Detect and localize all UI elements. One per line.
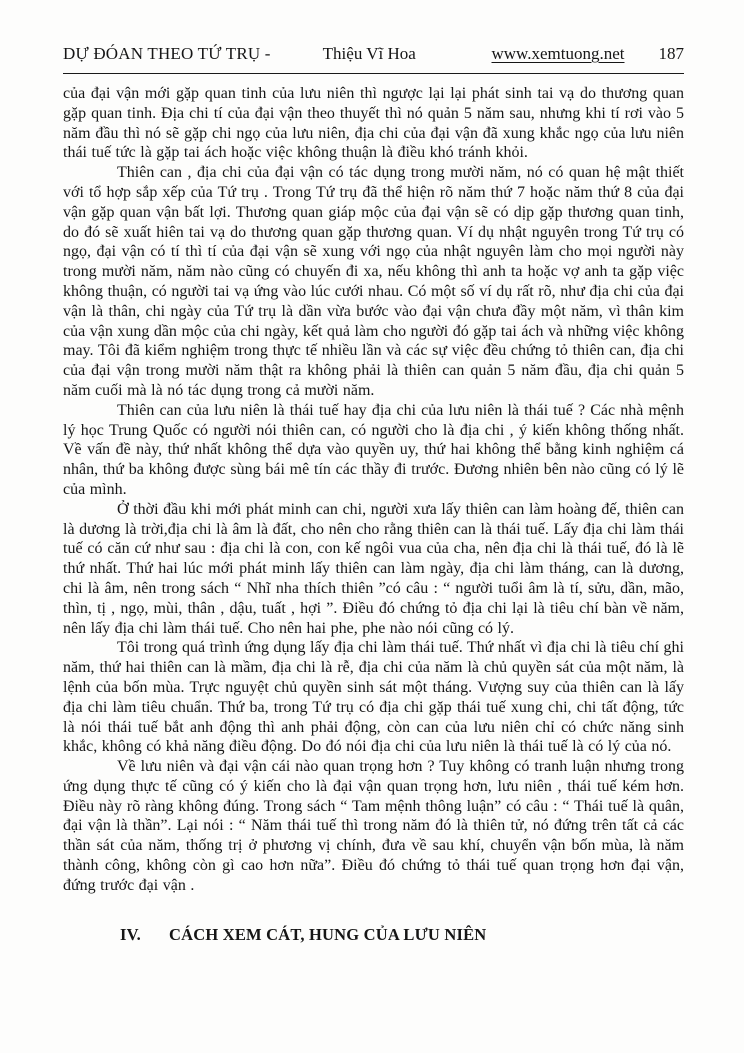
section-number: IV.	[120, 924, 141, 944]
paragraph: Ở thời đầu khi mới phát minh can chi, người xưa lấy thiên can làm hoàng đế, thiên can là dương là trời,địa chi là âm là đất, cho nên cho rằng thiên can là thái tuế. Lấy địa chi làm thái tuế có căn cứ như sau : địa chi là con, con kế ngôi vua của cha, nên địa chi là thái tuế, đó là lẽ thứ nhất. Thứ hai lúc mới phát minh lấy thiên can làm ngày, địa chi làm tháng, can là dương, chi là âm, nên trong sách “ Nhĩ nha thích thiên ”có câu : “ người tuổi âm là tí, sửu, dần, mão, thìn, tị , ngọ, mùi, thân , dậu, tuất , hợi ”. Điều đó chứng tỏ địa chi lại là tiêu chí bàn về năm, nên lấy địa chi làm thái tuế. Cho nên hai phe, phe nào nói cũng có lý.	[63, 500, 684, 637]
section-heading	[63, 925, 684, 945]
author-name: Thiệu Vĩ Hoa	[322, 44, 416, 63]
page-number: 187	[658, 44, 684, 63]
paragraph: Về lưu niên và đại vận cái nào quan trọng hơn ? Tuy không có tranh luận nhưng trong ứng dụng thực tế cũng có ý kiến cho là đại vận quan trọng hơn, lưu niên , thái tuế kém hơn. Điều này rõ ràng không đúng. Trong sách “ Tam mệnh thông luận” có câu : “ Thái tuế là quân, đại vận là thần”. Lại nói : “ Năm thái tuế thì trong năm đó là thiên tử, nó đứng trên tất cả các thần sát của năm, thống trị ở phương vị chính, đưa về sau khí, chuyển vận bốn mùa, là năm thành công, không còn gì cao hơn nữa”. Điều đó chứng tỏ thái tuế quan trọng hơn đại vận, đứng trước đại vận .	[63, 758, 684, 894]
section-title: CÁCH XEM CÁT, HUNG CỦA LƯU NIÊN	[169, 924, 487, 944]
paragraph: Tôi trong quá trình ứng dụng lấy địa chi làm thái tuế. Thứ nhất vì địa chi là tiêu chí ghi năm, thứ hai thiên can là mầm, địa chi là rễ, địa chi của năm là chủ quyền sát của một năm, là lệnh của bốn mùa. Trực nguyệt chủ quyền sinh sát một tháng. Vượng suy của thiên can là lấy địa chi làm tiêu chuẩn. Thứ ba, trong Tứ trụ có địa chi gặp thái tuế xung chi, chi tất động, tức là nói thái tuế bắt anh động thì anh phải động, còn can của lưu niên chỉ có chức năng sinh khắc, không có khả năng điều động. Do đó nói địa chi của lưu niên là thái tuế là có lý của nó.	[63, 639, 684, 756]
paragraph: Thiên can của lưu niên là thái tuế hay địa chi của lưu niên là thái tuế ? Các nhà mệnh lý học Trung Quốc có người nói thiên can, có người cho là địa chi , ý kiến không thống nhất. Về vấn đề này, thứ nhất không thể dựa vào quyền uy, thứ hai không thể bằng kinh nghiệm cá nhân, thứ ba không được sùng bái mê tín các thầy đi trước. Đương nhiên bên nào cũng có lý lẽ của mình.	[63, 401, 684, 498]
website-url: www.xemtuong.net	[491, 44, 625, 63]
paragraph: Thiên can , địa chi của đại vận có tác dụng trong mười năm, nó có quan hệ mật thiết với tổ hợp sắp xếp của Tứ trụ . Trong Tứ trụ đã thể hiện rõ năm thứ 7 hoặc năm thứ 8 của đại vận gặp quan vận bất lợi. Thương quan giáp mộc của đại vận sẽ có dịp gặp thương quan tinh, do đó sẽ xuất hiên tai vạ do thương quan gặp thương quan. Ví dụ nhật nguyên trong Tứ trụ có ngọ, đại vận có tí thì tí của đại vận sẽ xung với ngọ của nhật nguyên làm cho mọi người này trong mười năm, năm nào cũng có chuyến đi xa, nếu không thì anh ta hoặc vợ anh ta gặp việc không thuận, có người tai vạ ứng vào lúc cưới nhau. Có một số ví dụ rất rõ, như địa chi của đại vận là thân, chi ngày của Tứ trụ là dần vừa bước vào đại vận chưa đầy một năm, vì thân kim của vận xung dần mộc của chi ngày, kết quả làm cho người đó gặp tai ách và những việc không may. Tôi đã kiểm nghiệm trong thực tế nhiều lần và các sự việc đều chứng tỏ thiên can, địa chi của đại vận trong mười năm thật ra không phải là thiên can quản 5 năm đầu, địa chi quản 5 năm cuối mà là nó tác dụng trong cả mười năm.	[63, 164, 684, 399]
paragraph: của đại vận mới gặp quan tinh của lưu niên thì ngược lại lại phát sinh tai vạ do thương quan gặp quan tinh. Địa chi tí của đại vận theo thuyết thì nó quản 5 năm sau, nhưng khi tí rơi vào 5 năm đầu thì nó sẽ gặp chi ngọ của lưu niên, địa chi của đại vận đã xung khắc ngọ của lưu niên thái tuế tức là gặp tai ách hoặc việc không thuận là điều khó tránh khỏi.	[63, 85, 684, 162]
running-header	[63, 44, 684, 64]
book-title: DỰ ĐÓAN THEO TỨ TRỤ -	[63, 44, 271, 63]
header-divider	[63, 73, 684, 74]
page-body	[63, 84, 684, 896]
